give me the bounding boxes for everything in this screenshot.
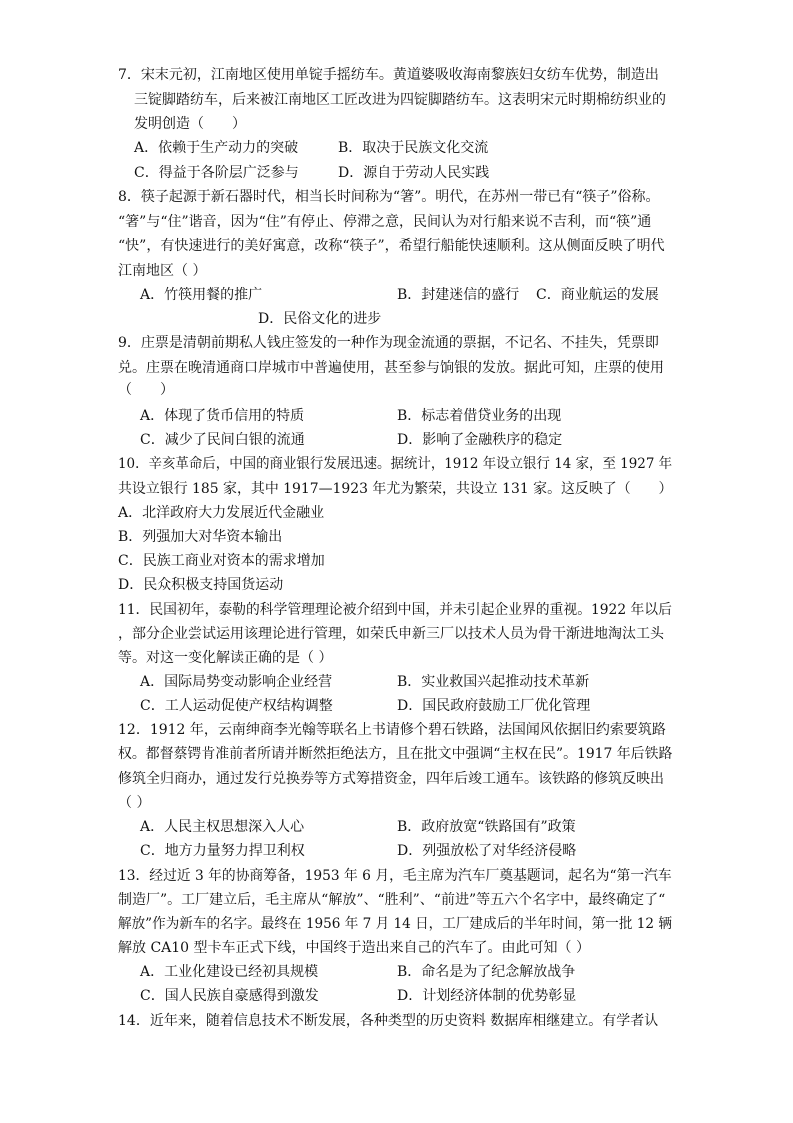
question-9-line-3: （ ） [118,382,174,398]
question-7-line-2: 三锭脚踏纺车，后来被江南地区工匠改进为四锭脚踏纺车。这表明宋元时期棉纺织业的 [134,92,666,108]
question-9-option-a: A．体现了货币信用的特质 [140,408,305,424]
question-7-line-1: 7．宋末元初，江南地区使用单锭手摇纺车。黄道婆吸收海南黎族妇女纺车优势，制造出 [118,67,659,83]
question-7-option-d: D．源自于劳动人民实践 [338,165,490,181]
question-10-option-a: A．北洋政府大力发展近代金融业 [118,505,325,521]
question-9-option-b: B．标志着借贷业务的出现 [397,408,562,424]
question-10-option-b: B．列强加大对华资本输出 [118,529,283,545]
question-12-option-a: A．人民主权思想深入人心 [140,819,305,835]
question-12-line-4: （ ） [118,795,151,811]
question-14-line-1: 14．近年来，随着信息技术不断发展，各种类型的历史资料 数据库相继建立。有学者认 [118,1013,659,1029]
question-13-line-2: 制造厂”。工厂建立后，毛主席从“解放”、“胜利”、“前进”等五六个名字中，最终确定了“ [118,892,666,908]
question-8-line-1: 8．筷子起源于新石器时代，相当长时间称为“箸”。明代，在苏州一带已有“筷子”俗称。 [118,189,660,205]
question-8-option-d: D．民俗文化的进步 [258,311,382,327]
question-13-option-b: B．命名是为了纪念解放战争 [397,964,576,980]
question-7-option-c: C．得益于各阶层广泛参与 [134,165,299,181]
question-8-line-3: “快”，有快速进行的美好寓意，改称“筷子”，希望行船能快速顺利。这从侧面反映了明代 [118,238,665,254]
question-10-line-1: 10．辛亥革命后，中国的商业银行发展迅速。据统计，1912 年设立银行 14 家，至 1927 年 [118,456,673,472]
question-8-option-c: C．商业航运的发展 [536,287,659,303]
question-7-option-b: B．取决于民族文化交流 [338,140,489,156]
question-7-option-a: A．依赖于生产动力的突破 [134,140,299,156]
question-13-option-a: A．工业化建设已经初具规模 [140,964,319,980]
question-9-option-d: D．影响了金融秩序的稳定 [397,432,563,448]
question-13-option-d: D．计划经济体制的优势彰显 [397,988,577,1004]
question-7-line-3: 发明创造（ ） [134,116,246,132]
question-12-option-c: C．地方力量努力捍卫利权 [140,843,305,859]
question-12-option-d: D．列强放松了对华经济侵略 [397,843,577,859]
question-12-line-1: 12．1912 年，云南绅商李光翰等联名上书请修个碧石铁路，法国闻风依据旧约索要筑路 [118,722,666,738]
question-11-option-c: C．工人运动促使产权结构调整 [140,698,333,714]
question-8-option-b: B．封建迷信的盛行 [397,287,520,303]
question-9-option-c: C．减少了民间白银的流通 [140,432,305,448]
question-11-option-b: B．实业救国兴起推动技术革新 [397,674,590,690]
question-11-line-2: ，部分企业尝试运用该理论进行管理，如荣氏申新三厂以技术人员为骨干渐进地淘汰工头 [118,626,664,642]
question-9-line-1: 9．庄票是清朝前期私人钱庄签发的一种作为现金流通的票据，不记名、不挂失，凭票即 [118,335,659,351]
question-10-option-d: D．民众积极支持国货运动 [118,577,284,593]
question-12-line-2: 权。都督蔡锷肯准前者所请并断然拒绝法方，且在批文中强调“主权在民”。1917 年后铁路 [118,746,673,762]
question-13-line-1: 13．经过近 3 年的协商筹备，1953 年 6 月，毛主席为汽车厂奠基题词，起名为“第一汽车 [118,868,672,884]
question-8-line-2: “箸”与“住”谐音，因为“住”有停止、停滞之意，民间认为对行船来说不吉利，而“筷”通 [118,214,652,230]
question-13-option-c: C．国人民族自豪感得到激发 [140,988,319,1004]
question-11-line-1: 11．民国初年，泰勒的科学管理理论被介绍到中国，并未引起企业界的重视。1922 年以后 [118,602,672,618]
question-9-line-2: 兑。庄票在晚清通商口岸城市中普遍使用，甚至参与饷银的发放。据此可知，庄票的使用 [118,360,664,376]
question-13-line-3: 解放”作为新车的名字。最终在 1956 年 7 月 14 日，工厂建成后的半年时间，第一批 12 辆 [118,916,672,932]
question-11-option-a: A．国际局势变动影响企业经营 [140,674,333,690]
question-10-line-2: 共设立银行 185 家，其中 1917—1923 年尤为繁荣，共设立 131 家。这反映了（ ） [118,481,673,497]
question-8-option-a: A．竹筷用餐的推广 [140,287,263,303]
question-12-line-3: 修筑全归商办，通过发行兑换券等方式筹措资金，四年后竣工通车。该铁路的修筑反映出 [118,771,664,787]
question-13-line-4: 解放 CA10 型卡车正式下线，中国终于造出来自己的汽车了。由此可知（ ） [118,940,590,956]
question-11-option-d: D．国民政府鼓励工厂优化管理 [397,698,591,714]
question-12-option-b: B．政府放宽“铁路国有”政策 [397,819,576,835]
question-11-line-3: 等。对这一变化解读正确的是（ ） [118,650,333,666]
question-10-option-c: C．民族工商业对资本的需求增加 [118,553,325,569]
question-8-line-4: 江南地区（ ） [118,263,207,279]
